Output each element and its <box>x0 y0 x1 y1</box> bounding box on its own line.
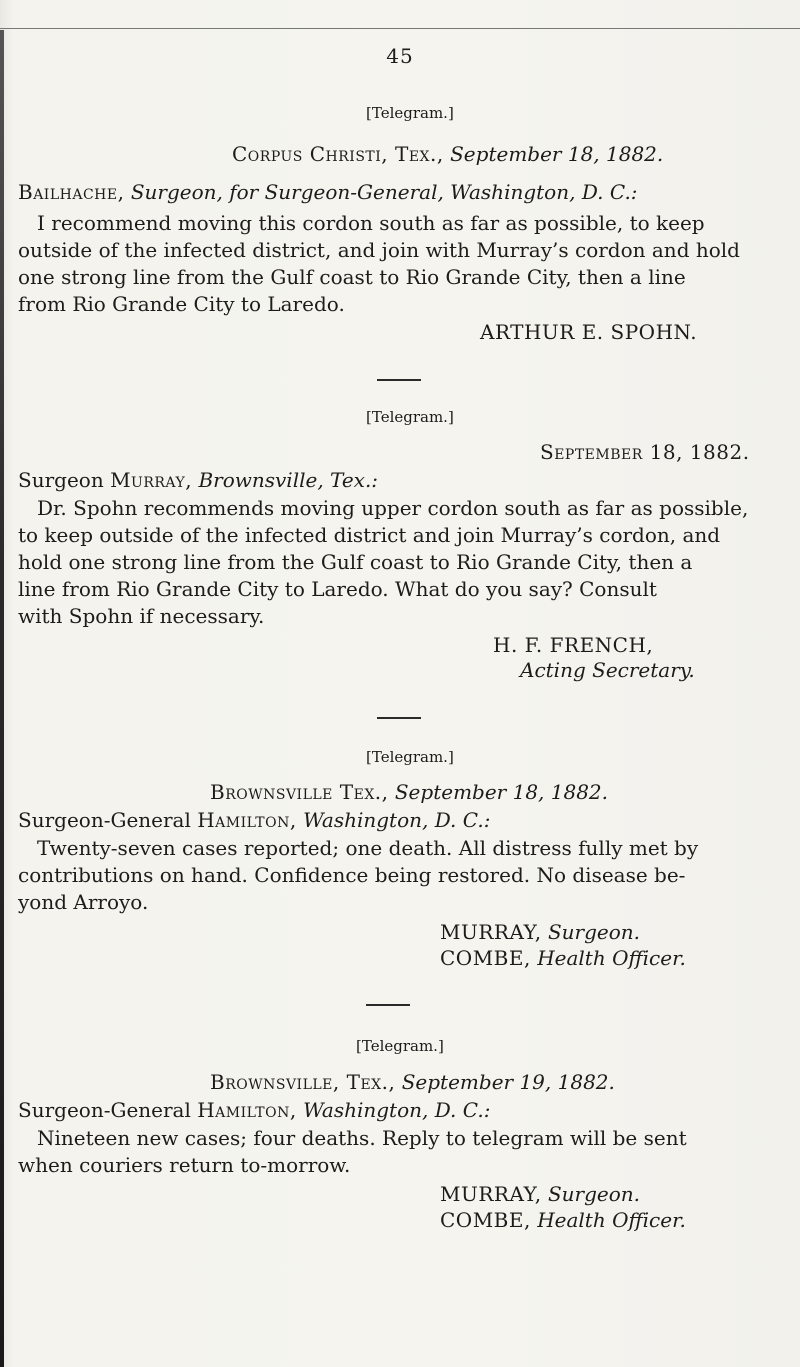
body-line: with Spohn if necessary. <box>18 604 265 628</box>
telegram-addressee <box>18 1098 490 1122</box>
separator-rule <box>377 379 421 381</box>
signature-1 <box>440 1182 640 1206</box>
body-line: contributions on hand. Confidence being restored. No disease be- <box>18 863 686 887</box>
signature-name: MURRAY, <box>440 920 542 944</box>
telegram-addressee <box>18 180 638 204</box>
body-line: when couriers return to-morrow. <box>18 1153 351 1177</box>
body-line: Dr. Spohn recommends moving upper cordon south as far as possible, <box>37 496 749 520</box>
addressee-rest: Washington, D. C.: <box>303 808 491 832</box>
addressee-name: Bailhache, <box>18 180 125 204</box>
dateline-date: September 18, 1882. <box>450 142 664 166</box>
signature-title: Surgeon. <box>547 1182 640 1206</box>
telegram-addressee <box>18 468 378 492</box>
addressee-prefix: Surgeon <box>18 468 104 492</box>
addressee-rest: Washington, D. C.: <box>303 1098 491 1122</box>
telegram-dateline <box>210 1070 615 1094</box>
addressee-rest: Surgeon, for Surgeon-General, Washington, D. C.: <box>130 180 638 204</box>
addressee-name: Murray, <box>110 468 193 492</box>
telegram-dateline <box>540 440 750 464</box>
body-line: Twenty-seven cases reported; one death. All distress fully met by <box>37 836 699 860</box>
page-binding-edge <box>0 30 4 1367</box>
telegram-label: [Telegram.] <box>366 104 454 122</box>
addressee-prefix: Surgeon-General <box>18 808 191 832</box>
page-number: 45 <box>386 44 414 68</box>
addressee-prefix: Surgeon-General <box>18 1098 191 1122</box>
body-line: outside of the infected district, and join with Murray’s cordon and hold <box>18 238 740 262</box>
separator-rule <box>366 1004 410 1006</box>
signature-name: H. F. FRENCH, <box>493 633 654 657</box>
page-top-edge <box>0 28 800 29</box>
body-line: from Rio Grande City to Laredo. <box>18 292 345 316</box>
signature-2 <box>440 946 686 970</box>
body-line: Nineteen new cases; four deaths. Reply to telegram will be sent <box>37 1126 687 1150</box>
telegram-addressee <box>18 808 490 832</box>
signature-title: Health Officer. <box>537 946 686 970</box>
dateline-date: September 18, 1882. <box>394 780 609 804</box>
body-line: I recommend moving this cordon south as far as possible, to keep <box>37 211 705 235</box>
telegram-dateline <box>232 142 663 166</box>
body-line: line from Rio Grande City to Laredo. What do you say? Consult <box>18 577 657 601</box>
addressee-name: Hamilton, <box>197 1098 297 1122</box>
telegram-label: [Telegram.] <box>366 748 454 766</box>
addressee-rest: Brownsville, Tex.: <box>198 468 379 492</box>
addressee-name: Hamilton, <box>197 808 297 832</box>
separator-rule <box>377 717 421 719</box>
signature-title: Health Officer. <box>537 1208 686 1232</box>
signature-name: COMBE, <box>440 1208 531 1232</box>
dateline-place: Brownsville Tex., <box>210 780 389 804</box>
body-line: hold one strong line from the Gulf coast to Rio Grande City, then a <box>18 550 693 574</box>
signature-title: Acting Secretary. <box>520 658 695 682</box>
body-line: to keep outside of the infected district and join Murray’s cordon, and <box>18 523 721 547</box>
signature-name: MURRAY, <box>440 1182 542 1206</box>
signature-name: COMBE, <box>440 946 531 970</box>
signature-2 <box>440 1208 686 1232</box>
dateline-place: Brownsville, Tex., <box>210 1070 396 1094</box>
body-line: yond Arroyo. <box>18 890 149 914</box>
telegram-dateline <box>210 780 608 804</box>
signature-1 <box>440 920 640 944</box>
signature-title: Surgeon. <box>547 920 640 944</box>
dateline-date: September 18, 1882. <box>540 440 750 464</box>
telegram-label: [Telegram.] <box>356 1037 444 1055</box>
signature: ARTHUR E. SPOHN. <box>480 320 698 344</box>
body-line: one strong line from the Gulf coast to Rio Grande City, then a line <box>18 265 686 289</box>
dateline-date: September 19, 1882. <box>401 1070 615 1094</box>
telegram-label: [Telegram.] <box>366 408 454 426</box>
dateline-place: Corpus Christi, Tex., <box>232 142 444 166</box>
